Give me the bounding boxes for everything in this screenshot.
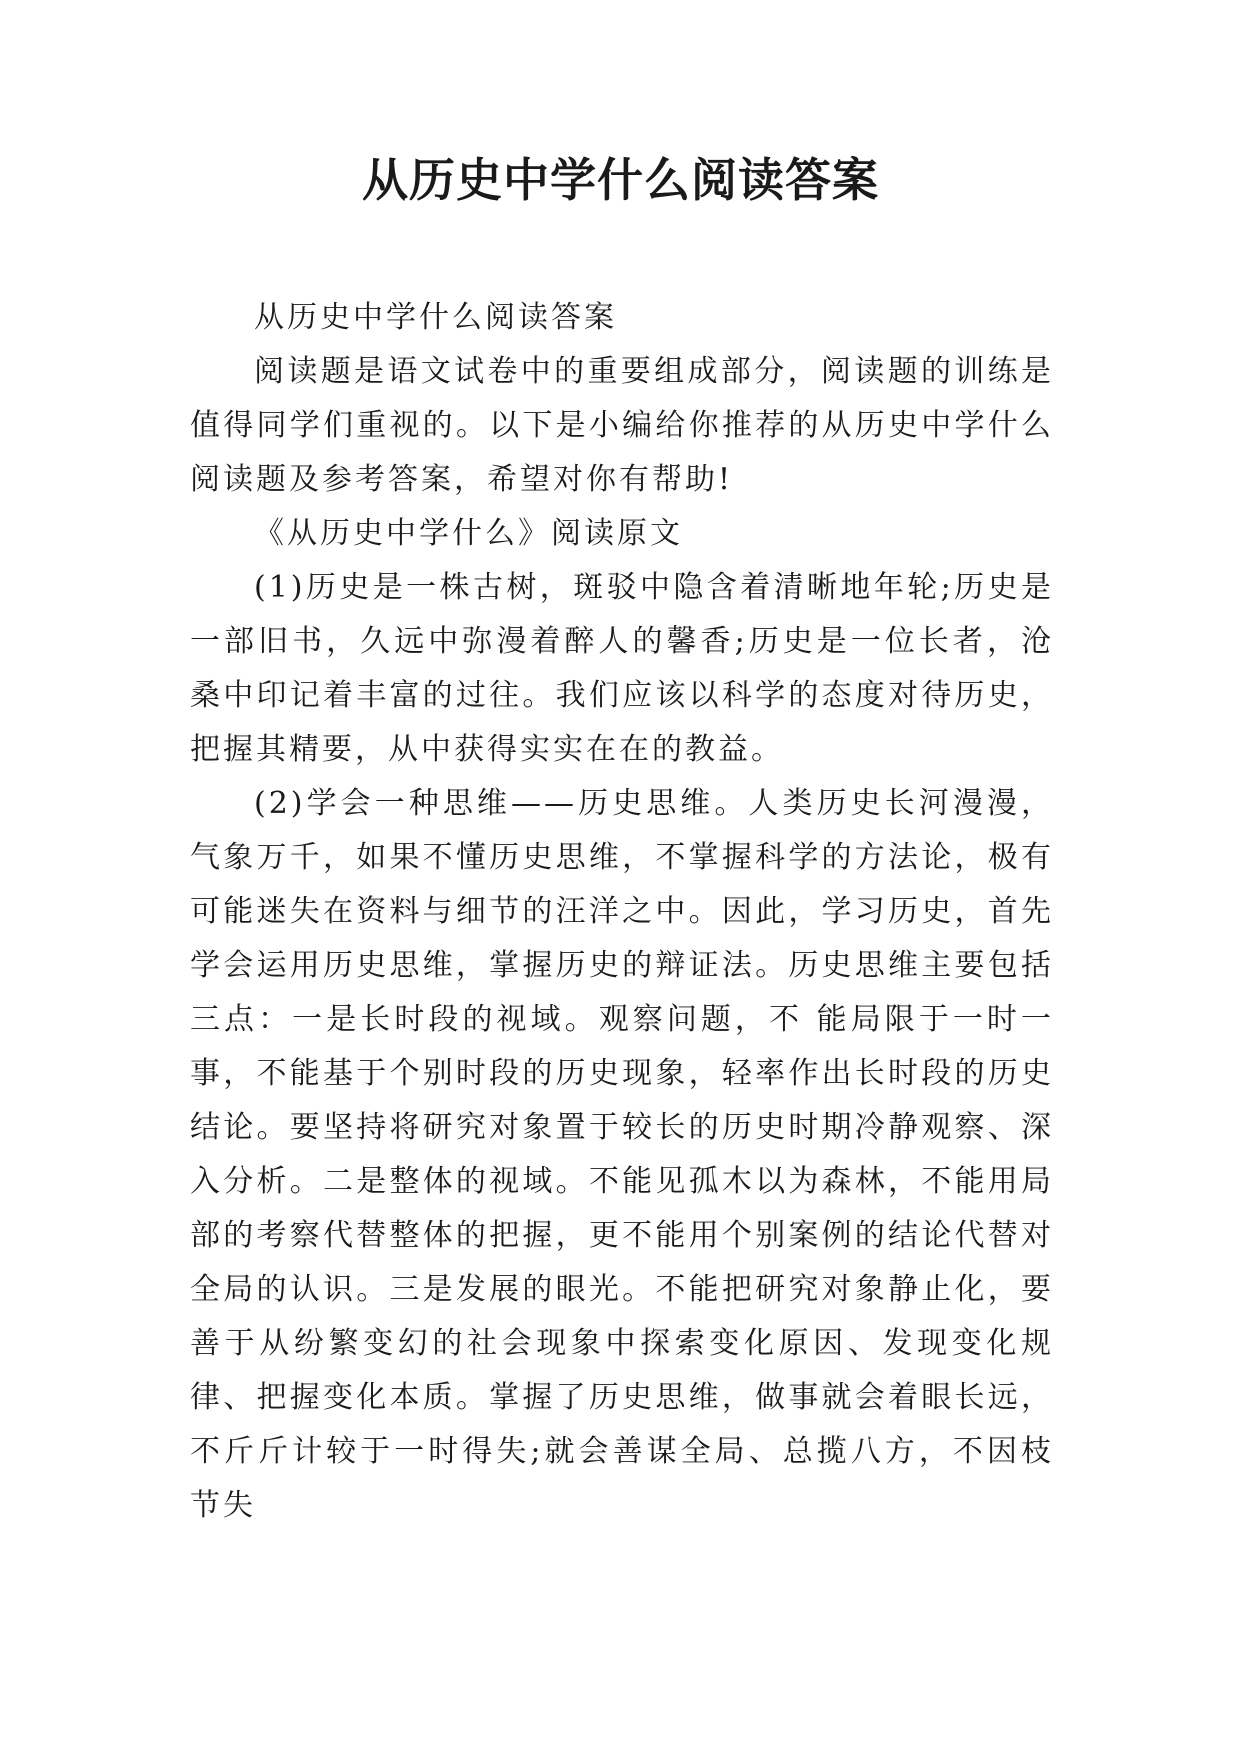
paragraph-2: (2)学会一种思维——历史思维。人类历史长河漫漫，气象万千，如果不懂历史思维，不掌握科学的方法论，极有可能迷失在资料与细节的汪洋之中。因此，学习历史，首先学会运用历史思维，掌握历史的辩证法。历史思维主要包括三点：一是长时段的视域。观察问题，不 能局限于一时一事，不能基于个别时段的历史现象，轻率作出长时段的历史结论。要坚持将研究对象置于较长的历史时期冷静观察、深入分析。二是整体的视域。不能见孤木以为森林，不能用局部的考察代替整体的把握，更不能用个别案例的结论代替对全局的认识。三是发展的眼光。不能把研究对象静止化，要善于从纷繁变幻的社会现象中探索变化原因、发现变化规律、把握变化本质。掌握了历史思维，做事就会着眼长远，不斤斤计较于一时得失;就会善谋全局、总揽八方，不因枝节失 — [190, 786, 1054, 1523]
paragraph-source-title: 《从历史中学什么》阅读原文 — [254, 516, 683, 551]
document-title: 从历史中学什么阅读答案 — [362, 153, 879, 207]
paragraph-intro: 阅读题是语文试卷中的重要组成部分，阅读题的训练是值得同学们重视的。以下是小编给你推荐的从历史中学什么阅读题及参考答案，希望对你有帮助! — [190, 354, 1054, 497]
paragraph-heading: 从历史中学什么阅读答案 — [254, 300, 617, 335]
document-body — [190, 291, 1054, 1533]
paragraph-1: (1)历史是一株古树，斑驳中隐含着清晰地年轮;历史是一部旧书，久远中弥漫着醉人的馨香;历史是一位长者，沧桑中印记着丰富的过往。我们应该以科学的态度对待历史，把握其精要，从中获得实实在在的教益。 — [190, 570, 1054, 767]
